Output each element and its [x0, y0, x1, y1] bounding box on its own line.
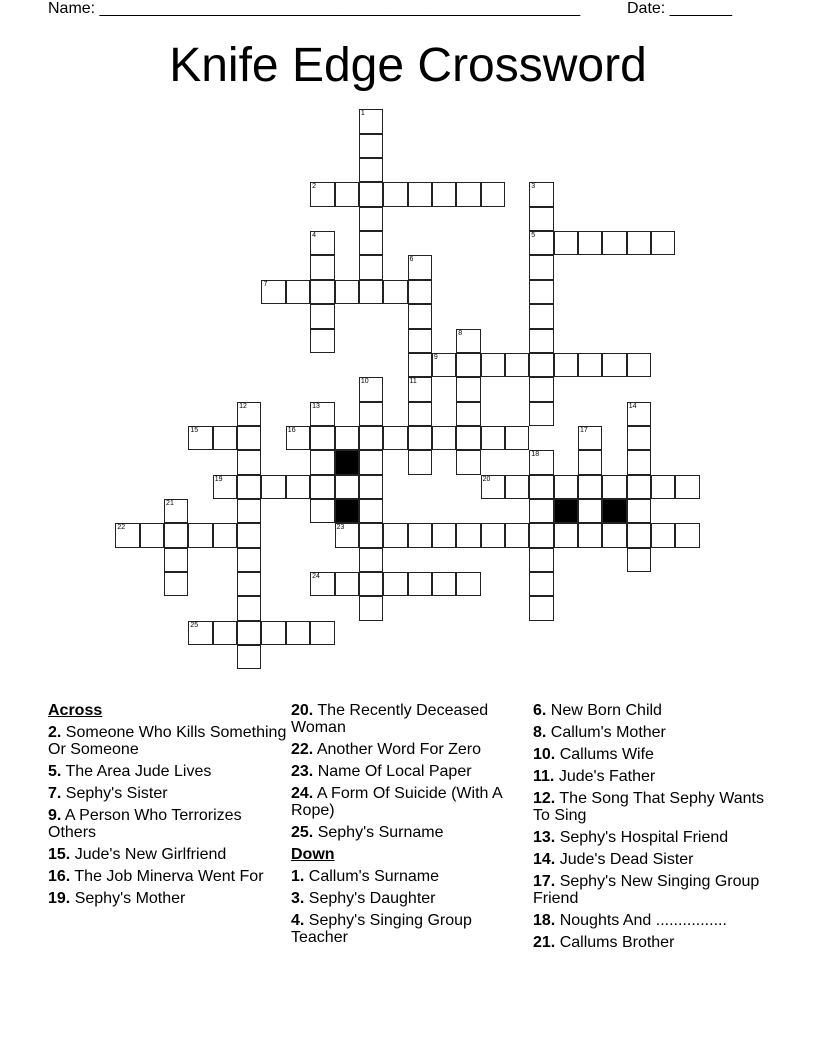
grid-cell[interactable] — [554, 475, 578, 499]
grid-cell[interactable] — [335, 426, 359, 450]
clue-number-label: 23 — [336, 524, 345, 532]
clue-number: 12. — [533, 790, 556, 807]
clue-across — [291, 824, 531, 841]
clue-down — [533, 829, 773, 846]
grid-cell[interactable] — [456, 523, 480, 547]
clues-column-3 — [533, 702, 773, 956]
grid-cell[interactable] — [529, 475, 553, 499]
grid-cell[interactable] — [529, 499, 553, 523]
grid-cell[interactable] — [675, 475, 699, 499]
clue-number: 1. — [291, 868, 305, 885]
grid-cell[interactable] — [359, 377, 383, 401]
grid-cell[interactable] — [505, 353, 529, 377]
grid-cell[interactable] — [529, 182, 553, 206]
grid-cell[interactable] — [164, 572, 188, 596]
clue-number: 15. — [48, 846, 71, 863]
clue-text: Jude's Dead Sister — [559, 851, 694, 868]
grid-cell[interactable] — [310, 426, 334, 450]
clue-number-label: 19 — [214, 475, 223, 483]
grid-cell[interactable] — [529, 450, 553, 474]
clue-across — [48, 724, 288, 758]
clue-number: 19. — [48, 890, 71, 907]
grid-cell[interactable] — [602, 231, 626, 255]
clue-text: The Job Minerva Went For — [74, 868, 264, 885]
clue-text: The Area Jude Lives — [65, 763, 212, 780]
grid-cell[interactable] — [408, 329, 432, 353]
grid-cell[interactable] — [408, 402, 432, 426]
grid-cell[interactable] — [310, 329, 334, 353]
grid-cell[interactable] — [529, 548, 553, 572]
grid-cell[interactable] — [237, 572, 261, 596]
black-cell — [554, 499, 578, 523]
grid-cell[interactable] — [310, 621, 334, 645]
grid-cell[interactable] — [529, 329, 553, 353]
clue-number: 20. — [291, 702, 314, 719]
clue-number: 17. — [533, 873, 556, 890]
clue-number: 10. — [533, 746, 556, 763]
grid-cell[interactable] — [505, 475, 529, 499]
clue-number: 21. — [533, 934, 556, 951]
clue-number: 23. — [291, 763, 314, 780]
clues-column-2 — [291, 702, 531, 951]
clue-number-label: 10 — [360, 378, 369, 386]
grid-cell[interactable] — [408, 450, 432, 474]
grid-cell[interactable] — [335, 523, 359, 547]
clue-across — [291, 741, 531, 758]
grid-cell[interactable] — [627, 231, 651, 255]
grid-cell[interactable] — [286, 426, 310, 450]
clue-down — [533, 768, 773, 785]
grid-cell[interactable] — [432, 572, 456, 596]
clue-number-label: 5 — [531, 232, 536, 240]
clue-across — [48, 763, 288, 780]
grid-cell[interactable] — [481, 475, 505, 499]
grid-cell[interactable] — [213, 621, 237, 645]
clue-text: Another Word For Zero — [316, 741, 482, 758]
grid-cell[interactable] — [213, 523, 237, 547]
grid-cell[interactable] — [432, 426, 456, 450]
grid-cell[interactable] — [529, 572, 553, 596]
grid-cell[interactable] — [578, 523, 602, 547]
clue-number: 2. — [48, 724, 62, 741]
grid-cell[interactable] — [505, 523, 529, 547]
grid-cell[interactable] — [237, 426, 261, 450]
clue-text: Name Of Local Paper — [317, 763, 472, 780]
grid-cell[interactable] — [359, 523, 383, 547]
grid-cell[interactable] — [237, 475, 261, 499]
grid-cell[interactable] — [335, 182, 359, 206]
clue-text: Sephy's Surname — [317, 824, 444, 841]
clue-number: 9. — [48, 807, 62, 824]
grid-cell[interactable] — [237, 645, 261, 669]
name-field-label: Name: ______________________________________________________ — [48, 0, 581, 17]
grid-cell[interactable] — [529, 280, 553, 304]
clue-number: 4. — [291, 912, 305, 929]
grid-cell[interactable] — [675, 523, 699, 547]
clue-down — [533, 790, 773, 824]
grid-cell[interactable] — [456, 572, 480, 596]
down-heading: Down — [291, 846, 335, 863]
grid-cell[interactable] — [335, 572, 359, 596]
grid-cell[interactable] — [359, 499, 383, 523]
clue-text: Sephy's Sister — [65, 785, 168, 802]
clue-down — [291, 912, 531, 946]
clue-down — [533, 851, 773, 868]
grid-cell[interactable] — [627, 548, 651, 572]
crossword-grid — [116, 110, 701, 671]
grid-cell[interactable] — [627, 499, 651, 523]
page-title: Knife Edge Crossword — [169, 39, 647, 92]
clue-number: 14. — [533, 851, 556, 868]
clue-across — [48, 846, 288, 863]
clue-number: 6. — [533, 702, 547, 719]
grid-cell[interactable] — [529, 353, 553, 377]
grid-cell[interactable] — [310, 475, 334, 499]
clue-text: Jude's Father — [558, 768, 656, 785]
grid-cell[interactable] — [310, 402, 334, 426]
grid-cell[interactable] — [481, 523, 505, 547]
clue-text: The Recently Deceased Woman — [291, 702, 489, 736]
clue-down — [533, 873, 773, 907]
grid-cell[interactable] — [359, 402, 383, 426]
grid-cell[interactable] — [602, 475, 626, 499]
grid-cell[interactable] — [310, 255, 334, 279]
clue-number-label: 8 — [458, 329, 463, 337]
grid-cell[interactable] — [408, 426, 432, 450]
clue-number-label: 4 — [312, 232, 317, 240]
grid-cell[interactable] — [115, 523, 139, 547]
grid-cell[interactable] — [408, 377, 432, 401]
clue-number-label: 13 — [312, 402, 320, 410]
grid-cell[interactable] — [578, 450, 602, 474]
grid-cell[interactable] — [359, 158, 383, 182]
clue-number-label: 16 — [287, 426, 296, 434]
grid-cell[interactable] — [456, 426, 480, 450]
grid-cell[interactable] — [627, 523, 651, 547]
grid-cell[interactable] — [432, 182, 456, 206]
clue-text: Callum's Surname — [308, 868, 440, 885]
grid-cell[interactable] — [359, 426, 383, 450]
clue-text: New Born Child — [550, 702, 662, 719]
grid-cell[interactable] — [359, 280, 383, 304]
black-cell — [335, 499, 359, 523]
clue-number-label: 2 — [312, 183, 317, 191]
grid-cell[interactable] — [529, 231, 553, 255]
clue-across — [48, 890, 288, 907]
clue-across — [291, 785, 531, 819]
clues-column-1 — [48, 702, 288, 912]
clue-number-label: 18 — [531, 451, 540, 459]
clue-number: 25. — [291, 824, 314, 841]
clue-down — [291, 868, 531, 885]
grid-cell[interactable] — [359, 548, 383, 572]
clue-across — [291, 702, 531, 736]
grid-cell[interactable] — [188, 523, 212, 547]
clue-text: Jude's New Girlfriend — [74, 846, 227, 863]
clue-number: 5. — [48, 763, 62, 780]
grid-cell[interactable] — [578, 231, 602, 255]
grid-cell[interactable] — [627, 475, 651, 499]
grid-cell[interactable] — [383, 523, 407, 547]
grid-cell[interactable] — [383, 182, 407, 206]
grid-cell[interactable] — [408, 523, 432, 547]
clue-text: The Song That Sephy Wants To Sing — [533, 790, 764, 824]
grid-cell[interactable] — [359, 596, 383, 620]
grid-cell[interactable] — [359, 572, 383, 596]
grid-cell[interactable] — [140, 523, 164, 547]
clue-down — [533, 912, 773, 929]
black-cell — [602, 499, 626, 523]
clue-across — [48, 807, 288, 841]
grid-cell[interactable] — [529, 377, 553, 401]
grid-cell[interactable] — [456, 402, 480, 426]
grid-cell[interactable] — [310, 280, 334, 304]
grid-cell[interactable] — [529, 402, 553, 426]
grid-cell[interactable] — [578, 426, 602, 450]
grid-cell[interactable] — [286, 280, 310, 304]
clue-down — [291, 890, 531, 907]
grid-cell[interactable] — [237, 621, 261, 645]
grid-cell[interactable] — [554, 353, 578, 377]
clue-text: A Person Who Terrorizes Others — [48, 807, 242, 841]
grid-cell[interactable] — [651, 523, 675, 547]
clue-down — [533, 934, 773, 951]
grid-cell[interactable] — [237, 596, 261, 620]
grid-cell[interactable] — [408, 280, 432, 304]
grid-cell[interactable] — [602, 353, 626, 377]
grid-cell[interactable] — [651, 475, 675, 499]
grid-cell[interactable] — [286, 621, 310, 645]
grid-cell[interactable] — [408, 304, 432, 328]
grid-cell[interactable] — [359, 475, 383, 499]
grid-cell[interactable] — [383, 426, 407, 450]
clue-number: 22. — [291, 741, 314, 758]
clue-number-label: 15 — [190, 426, 199, 434]
clue-number: 11. — [533, 768, 555, 785]
grid-cell[interactable] — [164, 523, 188, 547]
grid-cell[interactable] — [359, 109, 383, 133]
clue-number-label: 21 — [166, 499, 174, 507]
grid-cell[interactable] — [456, 182, 480, 206]
grid-cell[interactable] — [335, 280, 359, 304]
clue-number-label: 17 — [580, 426, 588, 434]
grid-cell[interactable] — [261, 621, 285, 645]
grid-cell[interactable] — [408, 182, 432, 206]
grid-cell[interactable] — [359, 207, 383, 231]
clue-across — [48, 868, 288, 885]
clue-across — [48, 785, 288, 802]
clue-number: 16. — [48, 868, 71, 885]
grid-cell[interactable] — [261, 475, 285, 499]
grid-cell[interactable] — [529, 304, 553, 328]
grid-cell[interactable] — [335, 475, 359, 499]
grid-cell[interactable] — [286, 475, 310, 499]
clue-text: Sephy's New Singing Group Friend — [533, 873, 760, 907]
grid-cell[interactable] — [310, 450, 334, 474]
grid-cell[interactable] — [602, 523, 626, 547]
grid-cell[interactable] — [237, 450, 261, 474]
grid-cell[interactable] — [408, 353, 432, 377]
grid-cell[interactable] — [310, 304, 334, 328]
grid-cell[interactable] — [408, 255, 432, 279]
clue-number-label: 3 — [531, 183, 536, 191]
clue-number-label: 14 — [628, 402, 637, 410]
clue-number: 8. — [533, 724, 547, 741]
grid-cell[interactable] — [505, 426, 529, 450]
grid-cell[interactable] — [359, 450, 383, 474]
grid-cell[interactable] — [359, 231, 383, 255]
grid-cell[interactable] — [310, 182, 334, 206]
across-heading: Across — [48, 702, 103, 719]
clue-number-label: 25 — [190, 621, 199, 629]
grid-cell[interactable] — [432, 353, 456, 377]
grid-cell[interactable] — [383, 280, 407, 304]
grid-cell[interactable] — [383, 572, 407, 596]
clue-text: A Form Of Suicide (With A Rope) — [291, 785, 502, 819]
clue-down — [533, 724, 773, 741]
grid-cell[interactable] — [578, 353, 602, 377]
clue-number-label: 24 — [312, 573, 320, 580]
clue-number-label: 12 — [239, 402, 247, 410]
grid-cell[interactable] — [164, 548, 188, 572]
clue-number: 7. — [48, 785, 62, 802]
clue-text: Sephy's Mother — [74, 890, 186, 907]
grid-cell[interactable] — [237, 523, 261, 547]
clue-text: Callums Wife — [559, 746, 654, 763]
grid-cell[interactable] — [359, 255, 383, 279]
grid-cell[interactable] — [456, 329, 480, 353]
clue-text: Sephy's Daughter — [308, 890, 436, 907]
clue-down — [533, 746, 773, 763]
grid-cell[interactable] — [213, 475, 237, 499]
clue-number-label: 22 — [117, 524, 126, 532]
grid-cell[interactable] — [456, 450, 480, 474]
grid-cell[interactable] — [627, 450, 651, 474]
grid-cell[interactable] — [237, 499, 261, 523]
clue-number-label: 6 — [409, 256, 414, 264]
clue-number: 18. — [533, 912, 556, 929]
grid-cell[interactable] — [310, 572, 334, 596]
clue-text: Callums Brother — [559, 934, 675, 951]
grid-cell[interactable] — [578, 475, 602, 499]
clue-text: Someone Who Kills Something Or Someone — [48, 724, 287, 758]
clue-number-label: 11 — [409, 378, 417, 386]
grid-cell[interactable] — [310, 231, 334, 255]
clue-number: 13. — [533, 829, 556, 846]
grid-cell[interactable] — [164, 499, 188, 523]
grid-cell[interactable] — [529, 255, 553, 279]
grid-cell[interactable] — [456, 353, 480, 377]
clue-number-label: 7 — [263, 280, 268, 288]
grid-cell[interactable] — [237, 402, 261, 426]
grid-cell[interactable] — [456, 377, 480, 401]
grid-cell[interactable] — [481, 182, 505, 206]
grid-cell[interactable] — [408, 572, 432, 596]
grid-cell[interactable] — [554, 231, 578, 255]
grid-cell[interactable] — [627, 353, 651, 377]
grid-cell[interactable] — [213, 426, 237, 450]
clue-text: Callum's Mother — [550, 724, 666, 741]
grid-cell[interactable] — [188, 621, 212, 645]
clue-number: 24. — [291, 785, 314, 802]
clue-number-label: 1 — [360, 110, 365, 118]
grid-cell[interactable] — [627, 426, 651, 450]
grid-cell[interactable] — [651, 231, 675, 255]
grid-cell[interactable] — [359, 182, 383, 206]
clue-text: Sephy's Hospital Friend — [559, 829, 729, 846]
grid-cell[interactable] — [578, 499, 602, 523]
grid-cell[interactable] — [188, 426, 212, 450]
grid-cell[interactable] — [554, 523, 578, 547]
clue-number-label: 20 — [482, 475, 491, 483]
clue-number-label: 9 — [433, 353, 438, 361]
clue-across — [291, 763, 531, 780]
grid-cell[interactable] — [481, 353, 505, 377]
grid-cell[interactable] — [481, 426, 505, 450]
clue-text: Sephy's Singing Group Teacher — [291, 912, 472, 946]
clue-number: 3. — [291, 890, 305, 907]
grid-cell[interactable] — [529, 596, 553, 620]
grid-cell[interactable] — [261, 280, 285, 304]
grid-cell[interactable] — [432, 523, 456, 547]
grid-cell[interactable] — [529, 523, 553, 547]
clue-text: Noughts And ................ — [559, 912, 727, 929]
black-cell — [335, 450, 359, 474]
grid-cell[interactable] — [627, 402, 651, 426]
clue-down — [533, 702, 773, 719]
grid-cell[interactable] — [237, 548, 261, 572]
grid-cell[interactable] — [310, 499, 334, 523]
date-field-label: Date: _______ — [627, 0, 732, 17]
grid-cell[interactable] — [359, 134, 383, 158]
grid-cell[interactable] — [529, 207, 553, 231]
